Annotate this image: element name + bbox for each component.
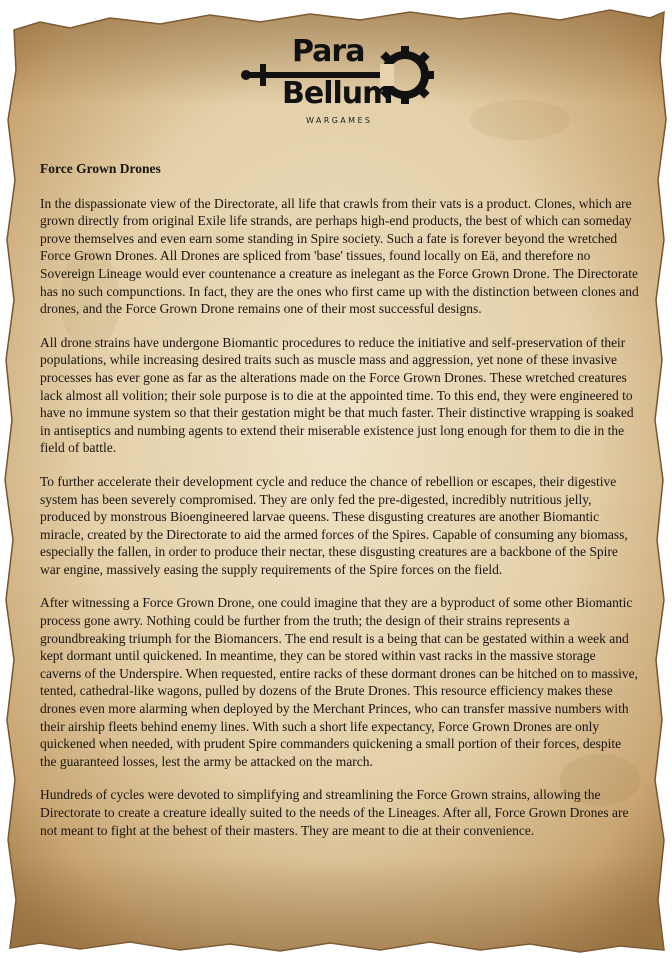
document-body <box>40 160 640 855</box>
paragraph: Hundreds of cycles were devoted to simplifying and streamlining the Force Grown strains, allowing the Directorate to create a creature ideally suited to the needs of the Lineages. After all, Force Grown Drones are not meant to fight at the behest of their masters. They are meant to die at their convenience. <box>40 787 629 838</box>
logo-text-bellum: Bellum <box>282 76 393 111</box>
para-bellum-logo <box>240 34 436 134</box>
paragraph: In the dispassionate view of the Directorate, all life that crawls from their vats is a product. Clones, which are grown directly from original Exile life strands, are perhaps high-end products, the best of which can someday prove themselves and even earn some standing in Spire society. Such a fate is forever beyond the wretched Force Grown Drones. All Drones are spliced from 'base' tissues, found locally on Eä, and therefore no Sovereign Lineage would ever countenance a creature as inelegant as the Force Grown Drone. The Directorate has no such compunctions. In fact, they are the ones who first came up with the distinction between clones and drones, and the Force Grown Drone remains one of their most successful designs. <box>40 195 639 317</box>
logo-subtitle: WARGAMES <box>306 116 373 125</box>
paragraph: To further accelerate their development cycle and reduce the chance of rebellion or escapes, their digestive system has been severely compromised. They are only fed the pre-digested, incredibly nutritious jelly, produced by monstrous Bioengineered larvae queens. These disgusting creatures are another Biomantic miracle, created by the Directorate to aid the armed forces of the Spires. Capable of consuming any biomass, especially the fallen, in order to produce their nectar, these disgusting creatures are a backbone of the Spire war engine, massively easing the supply requirements of the Spire forces on the field. <box>40 473 628 577</box>
paragraph: All drone strains have undergone Biomantic procedures to reduce the initiative and self-preservation of their populations, while increasing desired traits such as muscle mass and aggression, yet none of these invasive processes has ever gone as far as the alterations made on the Force Grown Drones. These wretched creatures lack almost all volition; their sole purpose is to die at the appointed time. To this end, they were engineered to have no immune system so that their gestation might be that much faster. Their distinctive wrapping is soaked in antiseptics and numbing agents to extend their miserable existence just long enough for them to die in the field of battle. <box>40 334 634 456</box>
logo-text-para: Para <box>292 34 365 69</box>
document-title: Force Grown Drones <box>40 161 161 176</box>
paragraph: After witnessing a Force Grown Drone, one could imagine that they are a byproduct of some other Biomantic process gone awry. Nothing could be further from the truth; the design of their strains represents a groundbreaking triumph for the Biomancers. The end result is a being that can be gestated within a week and kept dormant until quickened. In meantime, they can be stored within vast racks in the massive storage caverns of the Underspire. When requested, entire racks of these dormant drones can be hitched on to massive, tented, cathedral-like wagons, pulled by dozens of the Brute Drones. This resource efficiency makes these drones even more alarming when deployed by the Merchant Princes, who can transfer massive numbers with their airship fleets behind enemy lines. With such a short life expectancy, Force Grown Drones are only quickened when needed, with prudent Spire commanders quickening a small portion of their forces, despite the guaranteed losses, lest the army be attacked on the march. <box>40 595 639 769</box>
